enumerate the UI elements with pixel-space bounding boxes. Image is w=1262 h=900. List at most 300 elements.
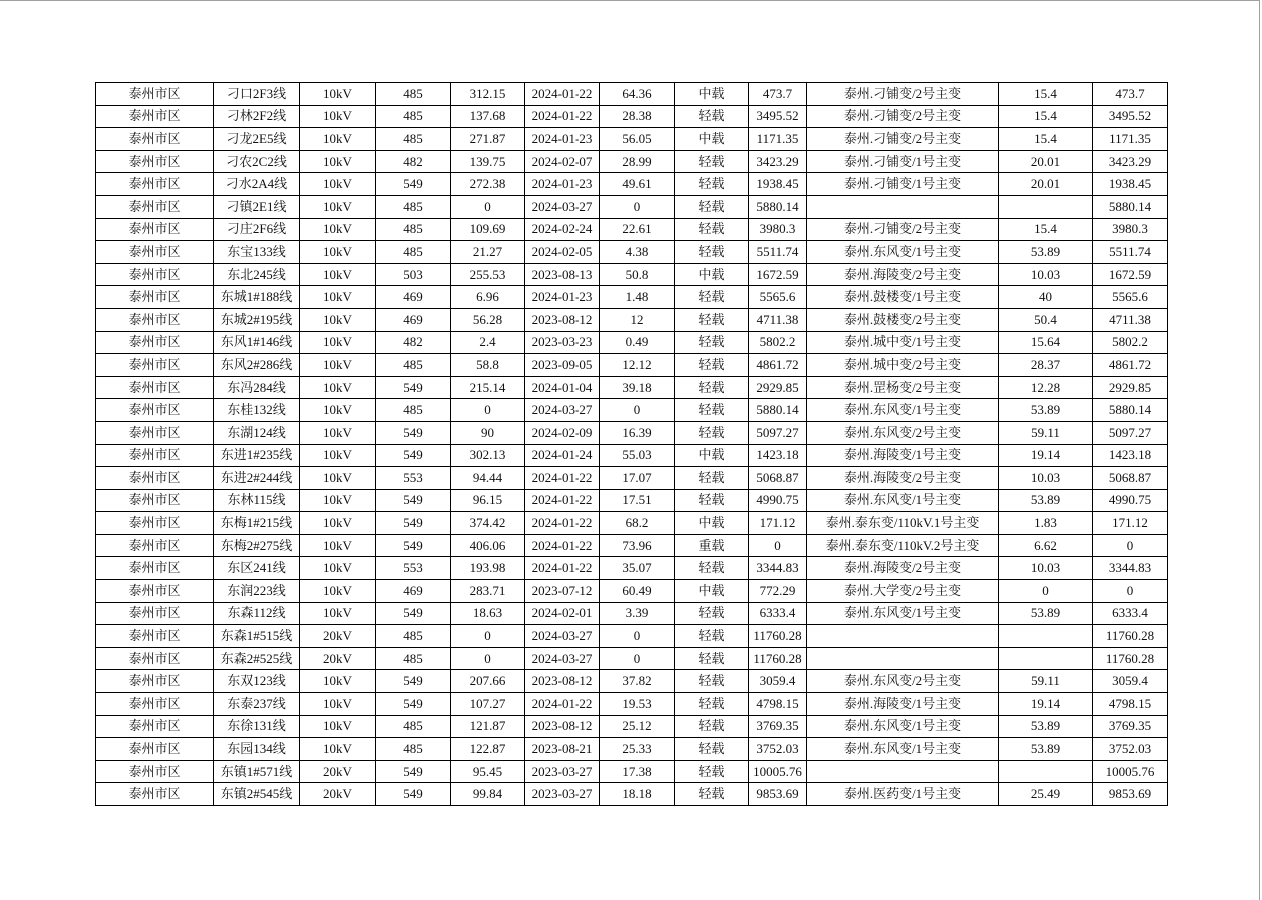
final-capacity-cell: 5511.74: [1093, 241, 1168, 264]
capacity-cell: 4990.75: [749, 489, 807, 512]
date-cell: 2023-08-12: [525, 715, 600, 738]
transformer-cell: 泰州.罡杨变/2号主变: [807, 376, 999, 399]
line-name-cell: 东园134线: [214, 738, 300, 761]
final-capacity-cell: 3769.35: [1093, 715, 1168, 738]
load-rate-cell: 39.18: [600, 376, 675, 399]
capacity-cell: 1171.35: [749, 128, 807, 151]
date-cell: 2024-02-05: [525, 241, 600, 264]
load-status-cell: 轻载: [675, 150, 749, 173]
transformer-value-cell: [999, 195, 1093, 218]
date-cell: 2024-01-22: [525, 693, 600, 716]
transformer-cell: 泰州.东风变/2号主变: [807, 421, 999, 444]
peak-value-cell: 121.87: [451, 715, 525, 738]
peak-value-cell: 18.63: [451, 602, 525, 625]
peak-value-cell: 95.45: [451, 760, 525, 783]
rated-value-cell: 553: [376, 467, 451, 490]
region-cell: 泰州市区: [96, 399, 214, 422]
voltage-cell: 10kV: [300, 444, 376, 467]
load-status-cell: 轻载: [675, 421, 749, 444]
date-cell: 2024-01-22: [525, 557, 600, 580]
region-cell: 泰州市区: [96, 534, 214, 557]
final-capacity-cell: 5565.6: [1093, 286, 1168, 309]
region-cell: 泰州市区: [96, 308, 214, 331]
region-cell: 泰州市区: [96, 715, 214, 738]
date-cell: 2024-02-24: [525, 218, 600, 241]
capacity-cell: 4861.72: [749, 354, 807, 377]
final-capacity-cell: 3344.83: [1093, 557, 1168, 580]
region-cell: 泰州市区: [96, 331, 214, 354]
rated-value-cell: 485: [376, 241, 451, 264]
voltage-cell: 10kV: [300, 128, 376, 151]
load-rate-cell: 18.18: [600, 783, 675, 806]
load-status-cell: 轻载: [675, 286, 749, 309]
capacity-cell: 5097.27: [749, 421, 807, 444]
load-status-cell: 中载: [675, 580, 749, 603]
date-cell: 2023-08-13: [525, 263, 600, 286]
rated-value-cell: 485: [376, 218, 451, 241]
transformer-value-cell: 25.49: [999, 783, 1093, 806]
rated-value-cell: 469: [376, 580, 451, 603]
transformer-value-cell: 53.89: [999, 738, 1093, 761]
load-status-cell: 轻载: [675, 241, 749, 264]
rated-value-cell: 549: [376, 534, 451, 557]
line-name-cell: 东镇2#545线: [214, 783, 300, 806]
voltage-cell: 10kV: [300, 399, 376, 422]
transformer-cell: 泰州.刁铺变/2号主变: [807, 128, 999, 151]
transformer-value-cell: 10.03: [999, 467, 1093, 490]
rated-value-cell: 503: [376, 263, 451, 286]
rated-value-cell: 549: [376, 376, 451, 399]
transformer-cell: 泰州.东风变/1号主变: [807, 715, 999, 738]
date-cell: 2024-01-22: [525, 489, 600, 512]
table-row: [96, 489, 1168, 512]
load-status-cell: 轻载: [675, 670, 749, 693]
line-name-cell: 东进1#235线: [214, 444, 300, 467]
voltage-cell: 10kV: [300, 105, 376, 128]
peak-value-cell: 2.4: [451, 331, 525, 354]
transformer-value-cell: 28.37: [999, 354, 1093, 377]
load-rate-cell: 25.33: [600, 738, 675, 761]
table-row: [96, 670, 1168, 693]
rated-value-cell: 553: [376, 557, 451, 580]
capacity-cell: 5068.87: [749, 467, 807, 490]
peak-value-cell: 96.15: [451, 489, 525, 512]
transformer-value-cell: 53.89: [999, 715, 1093, 738]
transformer-cell: 泰州.刁铺变/2号主变: [807, 105, 999, 128]
final-capacity-cell: 2929.85: [1093, 376, 1168, 399]
region-cell: 泰州市区: [96, 489, 214, 512]
capacity-cell: 6333.4: [749, 602, 807, 625]
transformer-value-cell: 53.89: [999, 241, 1093, 264]
voltage-cell: 10kV: [300, 715, 376, 738]
load-status-cell: 轻载: [675, 354, 749, 377]
table-row: [96, 693, 1168, 716]
table-row: [96, 783, 1168, 806]
data-table: [95, 82, 1168, 806]
transformer-value-cell: 53.89: [999, 399, 1093, 422]
capacity-cell: 1938.45: [749, 173, 807, 196]
load-rate-cell: 4.38: [600, 241, 675, 264]
load-rate-cell: 56.05: [600, 128, 675, 151]
load-status-cell: 中载: [675, 263, 749, 286]
transformer-cell: 泰州.海陵变/1号主变: [807, 693, 999, 716]
load-status-cell: 轻载: [675, 715, 749, 738]
region-cell: 泰州市区: [96, 467, 214, 490]
region-cell: 泰州市区: [96, 580, 214, 603]
peak-value-cell: 122.87: [451, 738, 525, 761]
line-name-cell: 东进2#244线: [214, 467, 300, 490]
rated-value-cell: 549: [376, 693, 451, 716]
capacity-cell: 772.29: [749, 580, 807, 603]
capacity-cell: 0: [749, 534, 807, 557]
peak-value-cell: 6.96: [451, 286, 525, 309]
peak-value-cell: 94.44: [451, 467, 525, 490]
load-status-cell: 中载: [675, 83, 749, 106]
transformer-value-cell: 20.01: [999, 173, 1093, 196]
line-name-cell: 刁龙2E5线: [214, 128, 300, 151]
voltage-cell: 10kV: [300, 354, 376, 377]
load-rate-cell: 12.12: [600, 354, 675, 377]
line-name-cell: 刁庄2F6线: [214, 218, 300, 241]
rated-value-cell: 549: [376, 602, 451, 625]
transformer-value-cell: 12.28: [999, 376, 1093, 399]
load-status-cell: 轻载: [675, 331, 749, 354]
capacity-cell: 5802.2: [749, 331, 807, 354]
transformer-value-cell: 20.01: [999, 150, 1093, 173]
voltage-cell: 10kV: [300, 421, 376, 444]
load-status-cell: 轻载: [675, 218, 749, 241]
rated-value-cell: 482: [376, 150, 451, 173]
table-row: [96, 534, 1168, 557]
peak-value-cell: 374.42: [451, 512, 525, 535]
line-name-cell: 东梅1#215线: [214, 512, 300, 535]
transformer-cell: 泰州.东风变/2号主变: [807, 670, 999, 693]
region-cell: 泰州市区: [96, 286, 214, 309]
load-rate-cell: 16.39: [600, 421, 675, 444]
voltage-cell: 20kV: [300, 760, 376, 783]
table-row: [96, 760, 1168, 783]
voltage-cell: 10kV: [300, 467, 376, 490]
load-rate-cell: 17.38: [600, 760, 675, 783]
load-status-cell: 轻载: [675, 467, 749, 490]
load-rate-cell: 17.51: [600, 489, 675, 512]
transformer-cell: [807, 195, 999, 218]
final-capacity-cell: 171.12: [1093, 512, 1168, 535]
rated-value-cell: 469: [376, 308, 451, 331]
rated-value-cell: 549: [376, 760, 451, 783]
transformer-cell: 泰州.泰东变/110kV.2号主变: [807, 534, 999, 557]
region-cell: 泰州市区: [96, 738, 214, 761]
line-name-cell: 东泰237线: [214, 693, 300, 716]
transformer-value-cell: 59.11: [999, 421, 1093, 444]
voltage-cell: 10kV: [300, 286, 376, 309]
load-rate-cell: 0.49: [600, 331, 675, 354]
load-rate-cell: 3.39: [600, 602, 675, 625]
transformer-value-cell: [999, 760, 1093, 783]
load-rate-cell: 28.38: [600, 105, 675, 128]
voltage-cell: 10kV: [300, 534, 376, 557]
region-cell: 泰州市区: [96, 421, 214, 444]
transformer-value-cell: 6.62: [999, 534, 1093, 557]
peak-value-cell: 312.15: [451, 83, 525, 106]
region-cell: 泰州市区: [96, 354, 214, 377]
load-rate-cell: 1.48: [600, 286, 675, 309]
load-rate-cell: 25.12: [600, 715, 675, 738]
line-name-cell: 东冯284线: [214, 376, 300, 399]
capacity-cell: 473.7: [749, 83, 807, 106]
rated-value-cell: 549: [376, 421, 451, 444]
load-status-cell: 轻载: [675, 625, 749, 648]
load-rate-cell: 0: [600, 195, 675, 218]
table-row: [96, 128, 1168, 151]
rated-value-cell: 485: [376, 399, 451, 422]
rated-value-cell: 469: [376, 286, 451, 309]
voltage-cell: 10kV: [300, 173, 376, 196]
peak-value-cell: 137.68: [451, 105, 525, 128]
transformer-value-cell: [999, 625, 1093, 648]
capacity-cell: 3752.03: [749, 738, 807, 761]
voltage-cell: 10kV: [300, 263, 376, 286]
voltage-cell: 10kV: [300, 670, 376, 693]
line-name-cell: 东森112线: [214, 602, 300, 625]
capacity-cell: 3059.4: [749, 670, 807, 693]
peak-value-cell: 21.27: [451, 241, 525, 264]
final-capacity-cell: 1423.18: [1093, 444, 1168, 467]
load-rate-cell: 49.61: [600, 173, 675, 196]
capacity-cell: 3980.3: [749, 218, 807, 241]
load-status-cell: 中载: [675, 444, 749, 467]
final-capacity-cell: 4990.75: [1093, 489, 1168, 512]
date-cell: 2023-08-21: [525, 738, 600, 761]
final-capacity-cell: 5097.27: [1093, 421, 1168, 444]
table-row: [96, 354, 1168, 377]
table-row: [96, 421, 1168, 444]
line-name-cell: 东宝133线: [214, 241, 300, 264]
date-cell: 2024-01-04: [525, 376, 600, 399]
region-cell: 泰州市区: [96, 557, 214, 580]
final-capacity-cell: 5880.14: [1093, 195, 1168, 218]
table-row: [96, 647, 1168, 670]
load-status-cell: 轻载: [675, 376, 749, 399]
line-name-cell: 东森2#525线: [214, 647, 300, 670]
transformer-value-cell: 15.4: [999, 218, 1093, 241]
peak-value-cell: 107.27: [451, 693, 525, 716]
capacity-cell: 11760.28: [749, 625, 807, 648]
line-name-cell: 东徐131线: [214, 715, 300, 738]
transformer-value-cell: 59.11: [999, 670, 1093, 693]
final-capacity-cell: 11760.28: [1093, 625, 1168, 648]
region-cell: 泰州市区: [96, 241, 214, 264]
transformer-value-cell: 15.4: [999, 105, 1093, 128]
table-row: [96, 331, 1168, 354]
peak-value-cell: 283.71: [451, 580, 525, 603]
load-rate-cell: 55.03: [600, 444, 675, 467]
region-cell: 泰州市区: [96, 602, 214, 625]
table-row: [96, 557, 1168, 580]
transformer-cell: 泰州.东风变/1号主变: [807, 738, 999, 761]
date-cell: 2024-02-01: [525, 602, 600, 625]
date-cell: 2024-03-27: [525, 625, 600, 648]
date-cell: 2024-01-23: [525, 173, 600, 196]
date-cell: 2024-03-27: [525, 399, 600, 422]
rated-value-cell: 485: [376, 105, 451, 128]
final-capacity-cell: 6333.4: [1093, 602, 1168, 625]
table-row: [96, 195, 1168, 218]
date-cell: 2024-02-07: [525, 150, 600, 173]
transformer-value-cell: 15.64: [999, 331, 1093, 354]
final-capacity-cell: 10005.76: [1093, 760, 1168, 783]
load-rate-cell: 0: [600, 399, 675, 422]
voltage-cell: 10kV: [300, 308, 376, 331]
date-cell: 2023-07-12: [525, 580, 600, 603]
rated-value-cell: 549: [376, 783, 451, 806]
table-row: [96, 173, 1168, 196]
line-name-cell: 刁林2F2线: [214, 105, 300, 128]
transformer-value-cell: 53.89: [999, 489, 1093, 512]
date-cell: 2023-08-12: [525, 670, 600, 693]
load-rate-cell: 0: [600, 625, 675, 648]
final-capacity-cell: 3423.29: [1093, 150, 1168, 173]
rated-value-cell: 485: [376, 625, 451, 648]
final-capacity-cell: 3752.03: [1093, 738, 1168, 761]
region-cell: 泰州市区: [96, 195, 214, 218]
transformer-cell: 泰州.医药变/1号主变: [807, 783, 999, 806]
load-status-cell: 轻载: [675, 647, 749, 670]
transformer-cell: 泰州.东风变/1号主变: [807, 489, 999, 512]
final-capacity-cell: 4798.15: [1093, 693, 1168, 716]
date-cell: 2023-03-27: [525, 783, 600, 806]
load-status-cell: 轻载: [675, 693, 749, 716]
capacity-cell: 2929.85: [749, 376, 807, 399]
transformer-cell: 泰州.海陵变/2号主变: [807, 557, 999, 580]
transformer-cell: 泰州.海陵变/2号主变: [807, 263, 999, 286]
peak-value-cell: 139.75: [451, 150, 525, 173]
line-name-cell: 东桂132线: [214, 399, 300, 422]
transformer-cell: 泰州.海陵变/2号主变: [807, 467, 999, 490]
region-cell: 泰州市区: [96, 693, 214, 716]
peak-value-cell: 207.66: [451, 670, 525, 693]
date-cell: 2024-03-27: [525, 647, 600, 670]
transformer-cell: 泰州.刁铺变/2号主变: [807, 83, 999, 106]
table-row: [96, 241, 1168, 264]
table-row: [96, 218, 1168, 241]
line-name-cell: 东镇1#571线: [214, 760, 300, 783]
rated-value-cell: 485: [376, 738, 451, 761]
voltage-cell: 10kV: [300, 738, 376, 761]
rated-value-cell: 482: [376, 331, 451, 354]
transformer-cell: 泰州.刁铺变/1号主变: [807, 173, 999, 196]
voltage-cell: 10kV: [300, 512, 376, 535]
region-cell: 泰州市区: [96, 150, 214, 173]
final-capacity-cell: 3980.3: [1093, 218, 1168, 241]
table-row: [96, 715, 1168, 738]
rated-value-cell: 549: [376, 512, 451, 535]
rated-value-cell: 549: [376, 670, 451, 693]
transformer-cell: 泰州.城中变/1号主变: [807, 331, 999, 354]
load-status-cell: 轻载: [675, 738, 749, 761]
load-status-cell: 重载: [675, 534, 749, 557]
voltage-cell: 10kV: [300, 83, 376, 106]
load-status-cell: 轻载: [675, 308, 749, 331]
table-row: [96, 376, 1168, 399]
peak-value-cell: 0: [451, 647, 525, 670]
line-name-cell: 东双123线: [214, 670, 300, 693]
region-cell: 泰州市区: [96, 105, 214, 128]
load-status-cell: 中载: [675, 128, 749, 151]
transformer-cell: 泰州.刁铺变/1号主变: [807, 150, 999, 173]
peak-value-cell: 193.98: [451, 557, 525, 580]
transformer-value-cell: 40: [999, 286, 1093, 309]
load-rate-cell: 37.82: [600, 670, 675, 693]
capacity-cell: 11760.28: [749, 647, 807, 670]
date-cell: 2024-01-23: [525, 128, 600, 151]
voltage-cell: 10kV: [300, 150, 376, 173]
load-status-cell: 轻载: [675, 195, 749, 218]
capacity-cell: 1423.18: [749, 444, 807, 467]
final-capacity-cell: 0: [1093, 580, 1168, 603]
transformer-value-cell: [999, 647, 1093, 670]
table-row: [96, 83, 1168, 106]
table-row: [96, 286, 1168, 309]
table-row: [96, 105, 1168, 128]
load-rate-cell: 68.2: [600, 512, 675, 535]
line-name-cell: 东风1#146线: [214, 331, 300, 354]
region-cell: 泰州市区: [96, 376, 214, 399]
load-rate-cell: 22.61: [600, 218, 675, 241]
line-name-cell: 东湖124线: [214, 421, 300, 444]
final-capacity-cell: 1672.59: [1093, 263, 1168, 286]
date-cell: 2024-01-22: [525, 534, 600, 557]
transformer-cell: 泰州.东风变/1号主变: [807, 602, 999, 625]
region-cell: 泰州市区: [96, 647, 214, 670]
load-status-cell: 中载: [675, 512, 749, 535]
line-name-cell: 刁口2F3线: [214, 83, 300, 106]
rated-value-cell: 549: [376, 444, 451, 467]
date-cell: 2024-03-27: [525, 195, 600, 218]
capacity-cell: 5565.6: [749, 286, 807, 309]
peak-value-cell: 56.28: [451, 308, 525, 331]
region-cell: 泰州市区: [96, 218, 214, 241]
capacity-cell: 5880.14: [749, 195, 807, 218]
load-status-cell: 轻载: [675, 557, 749, 580]
transformer-cell: 泰州.鼓楼变/1号主变: [807, 286, 999, 309]
peak-value-cell: 271.87: [451, 128, 525, 151]
voltage-cell: 20kV: [300, 647, 376, 670]
transformer-cell: 泰州.城中变/2号主变: [807, 354, 999, 377]
load-rate-cell: 28.99: [600, 150, 675, 173]
date-cell: 2023-03-23: [525, 331, 600, 354]
voltage-cell: 10kV: [300, 195, 376, 218]
capacity-cell: 10005.76: [749, 760, 807, 783]
table-row: [96, 150, 1168, 173]
region-cell: 泰州市区: [96, 444, 214, 467]
rated-value-cell: 485: [376, 128, 451, 151]
capacity-cell: 171.12: [749, 512, 807, 535]
date-cell: 2023-03-27: [525, 760, 600, 783]
region-cell: 泰州市区: [96, 783, 214, 806]
table-row: [96, 263, 1168, 286]
peak-value-cell: 0: [451, 195, 525, 218]
final-capacity-cell: 3495.52: [1093, 105, 1168, 128]
rated-value-cell: 485: [376, 195, 451, 218]
transformer-value-cell: 15.4: [999, 128, 1093, 151]
final-capacity-cell: 9853.69: [1093, 783, 1168, 806]
capacity-cell: 9853.69: [749, 783, 807, 806]
transformer-value-cell: 50.4: [999, 308, 1093, 331]
date-cell: 2024-01-23: [525, 286, 600, 309]
capacity-cell: 5880.14: [749, 399, 807, 422]
load-status-cell: 轻载: [675, 105, 749, 128]
